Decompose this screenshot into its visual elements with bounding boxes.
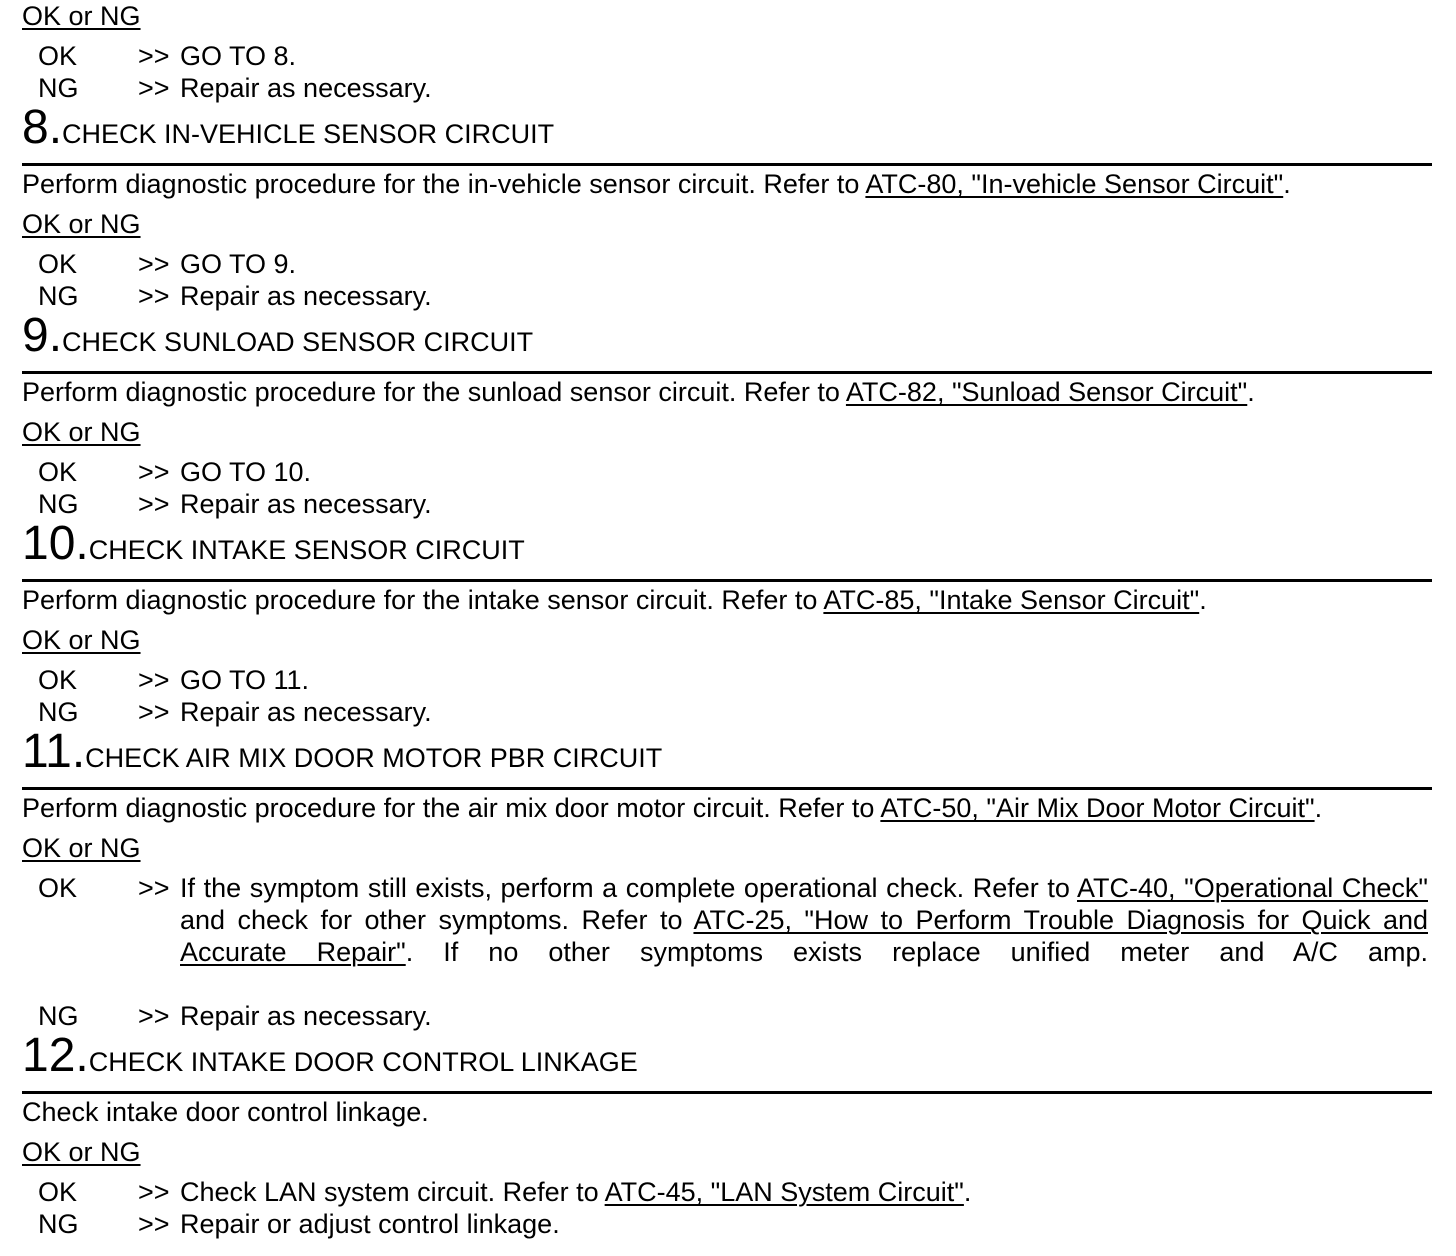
instruction-text: Perform diagnostic procedure for the intake sensor circuit. Refer to: [22, 585, 824, 615]
arrow: >>: [138, 697, 170, 727]
arrow: >>: [138, 1209, 170, 1239]
step-title: CHECK INTAKE SENSOR CIRCUIT: [88, 535, 525, 565]
step-instruction: Check intake door control linkage.: [22, 1097, 429, 1127]
step-instruction: [22, 168, 1291, 200]
ok-label: OK: [38, 873, 78, 903]
ok-or-ng-label: OK or NG: [22, 625, 141, 655]
step-heading-12: [22, 1029, 638, 1082]
ng-label: NG: [38, 1001, 79, 1031]
ok-label: OK: [38, 457, 78, 487]
ng-label: NG: [38, 73, 79, 103]
step-number: 11.: [22, 725, 86, 778]
arrow: >>: [138, 73, 170, 103]
ok-label: OK: [38, 41, 78, 71]
step-number: 9.: [22, 309, 63, 362]
ok-label: OK: [38, 1177, 78, 1207]
ng-label: NG: [38, 281, 79, 311]
step-instruction: [22, 584, 1207, 616]
reference-link[interactable]: ATC-40, "Operational Check": [1077, 873, 1428, 903]
punct: .: [1283, 169, 1291, 199]
punct: .: [1314, 793, 1323, 823]
step-title: CHECK IN-VEHICLE SENSOR CIRCUIT: [62, 119, 555, 149]
ok-action-paragraph: [180, 872, 1428, 968]
arrow: >>: [138, 1001, 170, 1031]
reference-link[interactable]: ATC-80, "In-vehicle Sensor Circuit": [865, 169, 1284, 199]
arrow: >>: [138, 1177, 170, 1207]
divider: [22, 1091, 1432, 1094]
ng-action: Repair as necessary.: [180, 697, 432, 727]
punct: .: [1199, 585, 1207, 615]
ng-action: Repair or adjust control linkage.: [180, 1209, 560, 1239]
ok-label: OK: [38, 249, 78, 279]
arrow: >>: [138, 873, 170, 903]
divider: [22, 371, 1432, 374]
ok-label: OK: [38, 665, 78, 695]
punct: .: [1247, 377, 1255, 407]
ng-action: Repair as necessary.: [180, 73, 432, 103]
ok-action-text: If the symptom still exists, perform a complete operational check. Refer to: [180, 873, 1077, 903]
ng-label: NG: [38, 489, 79, 519]
step-title: CHECK SUNLOAD SENSOR CIRCUIT: [62, 327, 534, 357]
arrow: >>: [138, 665, 170, 695]
step-title: CHECK AIR MIX DOOR MOTOR PBR CIRCUIT: [85, 743, 663, 773]
instruction-text: Perform diagnostic procedure for the air mix door motor circuit. Refer to: [22, 793, 881, 823]
reference-link[interactable]: ATC-45, "LAN System Circuit": [604, 1177, 964, 1207]
ng-action: Repair as necessary.: [180, 489, 432, 519]
ok-action: GO TO 8.: [180, 41, 297, 71]
instruction-text: Perform diagnostic procedure for the in-vehicle sensor circuit. Refer to: [22, 169, 866, 199]
instruction-text: Perform diagnostic procedure for the sunload sensor circuit. Refer to: [22, 377, 846, 407]
ng-action: Repair as necessary.: [180, 1001, 432, 1031]
ok-action-text: Check LAN system circuit. Refer to: [180, 1177, 605, 1207]
step-heading-8: [22, 101, 555, 154]
reference-link[interactable]: ATC-82, "Sunload Sensor Circuit": [845, 377, 1248, 407]
ok-or-ng-label: OK or NG: [22, 1137, 141, 1167]
arrow: >>: [138, 457, 170, 487]
ok-action: GO TO 11.: [180, 665, 310, 695]
step-title: CHECK INTAKE DOOR CONTROL LINKAGE: [88, 1047, 638, 1077]
ok-action-text: and check for other symptoms. Refer to: [180, 905, 694, 935]
step-heading-9: [22, 309, 534, 362]
reference-link[interactable]: ATC-85, "Intake Sensor Circuit": [823, 585, 1200, 615]
ok-action: GO TO 9.: [180, 249, 297, 279]
ok-action-text: . If no other symptoms exists replace unified meter and A/C amp.: [405, 937, 1428, 967]
ng-action: Repair as necessary.: [180, 281, 432, 311]
ng-label: NG: [38, 697, 79, 727]
step-number: 12.: [22, 1029, 89, 1082]
ok-action: [180, 1176, 971, 1208]
step-number: 10.: [22, 517, 89, 570]
ok-or-ng-label: OK or NG: [22, 833, 141, 863]
step-instruction: [22, 792, 1322, 824]
step-heading-11: [22, 725, 663, 778]
step-number: 8.: [22, 101, 63, 154]
ng-label: NG: [38, 1209, 79, 1239]
step-heading-10: [22, 517, 525, 570]
arrow: >>: [138, 249, 170, 279]
arrow: >>: [138, 41, 170, 71]
step-instruction: [22, 376, 1255, 408]
arrow: >>: [138, 489, 170, 519]
ok-or-ng-label: OK or NG: [22, 1, 141, 31]
ok-or-ng-label: OK or NG: [22, 209, 141, 239]
reference-link[interactable]: ATC-50, "Air Mix Door Motor Circuit": [880, 793, 1315, 823]
divider: [22, 787, 1432, 790]
arrow: >>: [138, 281, 170, 311]
divider: [22, 579, 1432, 582]
divider: [22, 163, 1432, 166]
punct: .: [963, 1177, 972, 1207]
ok-or-ng-label: OK or NG: [22, 417, 141, 447]
ok-action: GO TO 10.: [180, 457, 312, 487]
reference-link[interactable]: ATC-25, "How to Perform Trouble Diagnosis for Quick and Accurate Repair": [180, 905, 1428, 967]
